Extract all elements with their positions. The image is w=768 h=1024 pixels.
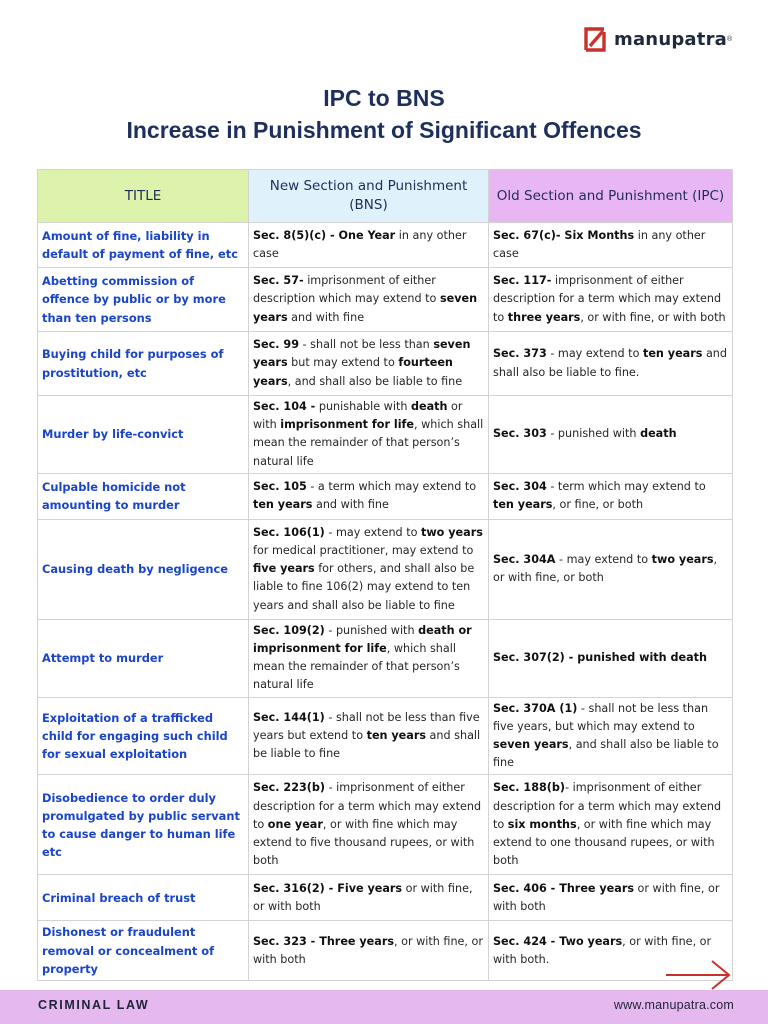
- title-line-1: IPC to BNS: [323, 85, 445, 111]
- offence-title: Abetting commission of offence by public or by more than ten persons: [38, 268, 249, 332]
- table-row: [38, 396, 733, 474]
- bns-punishment: Sec. 109(2) - punished with death or imprisonment for life, which shall mean the remainder of that person’s natural life: [249, 619, 489, 697]
- header-title: TITLE: [38, 170, 249, 223]
- header-bns: New Section and Punishment (BNS): [249, 170, 489, 223]
- ipc-punishment: Sec. 307(2) - punished with death: [489, 619, 733, 697]
- offence-title: Exploitation of a trafficked child for engaging such child for sexual exploitation: [38, 697, 249, 775]
- table-row: [38, 921, 733, 981]
- ipc-punishment: Sec. 370A (1) - shall not be less than five years, but which may extend to seven years, and shall also be liable to fine: [489, 697, 733, 775]
- offence-title: Buying child for purposes of prostitution, etc: [38, 332, 249, 396]
- brand-logo: [582, 24, 742, 54]
- brand-name: manupatra: [614, 28, 727, 50]
- right-arrow-icon[interactable]: [664, 958, 732, 992]
- footer-website-link[interactable]: www.manupatra.com: [613, 998, 734, 1012]
- bns-punishment: Sec. 144(1) - shall not be less than five years but extend to ten years and shall be liable to fine: [249, 697, 489, 775]
- bns-punishment: Sec. 99 - shall not be less than seven years but may extend to fourteen years, and shall also be liable to fine: [249, 332, 489, 396]
- offences-table: [37, 169, 733, 981]
- ipc-punishment: Sec. 373 - may extend to ten years and shall also be liable to fine.: [489, 332, 733, 396]
- table-row: [38, 697, 733, 775]
- table-row: [38, 775, 733, 875]
- bns-punishment: Sec. 104 - punishable with death or with imprisonment for life, which shall mean the remainder of that person’s natural life: [249, 396, 489, 474]
- ipc-punishment: Sec. 188(b)- imprisonment of either description for a term which may extend to six months, or with fine which may extend to one thousand rupees, or with both: [489, 775, 733, 875]
- title-line-2: Increase in Punishment of Significant Offences: [126, 117, 642, 143]
- header-ipc: Old Section and Punishment (IPC): [489, 170, 733, 223]
- table-row: [38, 268, 733, 332]
- table-row: [38, 619, 733, 697]
- offence-title: Amount of fine, liability in default of payment of fine, etc: [38, 223, 249, 268]
- page-title: [0, 82, 768, 146]
- manupatra-logo-icon: [582, 26, 608, 52]
- bns-punishment: Sec. 223(b) - imprisonment of either description for a term which may extend to one year, or with fine which may extend to five thousand rupees, or with both: [249, 775, 489, 875]
- ipc-punishment: Sec. 303 - punished with death: [489, 396, 733, 474]
- ipc-punishment: Sec. 67(c)- Six Months in any other case: [489, 223, 733, 268]
- offence-title: Attempt to murder: [38, 619, 249, 697]
- table-row: [38, 332, 733, 396]
- bns-punishment: Sec. 106(1) - may extend to two years for medical practitioner, may extend to five years for others, and shall also be liable to fine 106(2) may extend to ten years and shall also be liable to fine: [249, 519, 489, 619]
- ipc-punishment: Sec. 304A - may extend to two years, or with fine, or both: [489, 519, 733, 619]
- ipc-punishment: Sec. 424 - Two years, or with fine, or with both.: [489, 921, 733, 981]
- table-row: [38, 473, 733, 519]
- ipc-punishment: Sec. 304 - term which may extend to ten years, or fine, or both: [489, 473, 733, 519]
- ipc-punishment: Sec. 406 - Three years or with fine, or with both: [489, 875, 733, 921]
- brand-registered-mark: ®: [727, 35, 733, 43]
- bns-punishment: Sec. 105 - a term which may extend to ten years and with fine: [249, 473, 489, 519]
- offence-title: Criminal breach of trust: [38, 875, 249, 921]
- table-row: [38, 875, 733, 921]
- table-header-row: [38, 170, 733, 223]
- table-row: [38, 223, 733, 268]
- footer-bar: [0, 990, 768, 1024]
- offence-title: Disobedience to order duly promulgated by public servant to cause danger to human life etc: [38, 775, 249, 875]
- ipc-punishment: Sec. 117- imprisonment of either description for a term which may extend to three years, or with fine, or with both: [489, 268, 733, 332]
- bns-punishment: Sec. 323 - Three years, or with fine, or with both: [249, 921, 489, 981]
- bns-punishment: Sec. 57- imprisonment of either description which may extend to seven years and with fine: [249, 268, 489, 332]
- footer-category: CRIMINAL LAW: [38, 998, 150, 1012]
- bns-punishment: Sec. 8(5)(c) - One Year in any other case: [249, 223, 489, 268]
- offence-title: Culpable homicide not amounting to murder: [38, 473, 249, 519]
- offence-title: Murder by life-convict: [38, 396, 249, 474]
- table-row: [38, 519, 733, 619]
- bns-punishment: Sec. 316(2) - Five years or with fine, or with both: [249, 875, 489, 921]
- offence-title: Causing death by negligence: [38, 519, 249, 619]
- offence-title: Dishonest or fraudulent removal or concealment of property: [38, 921, 249, 981]
